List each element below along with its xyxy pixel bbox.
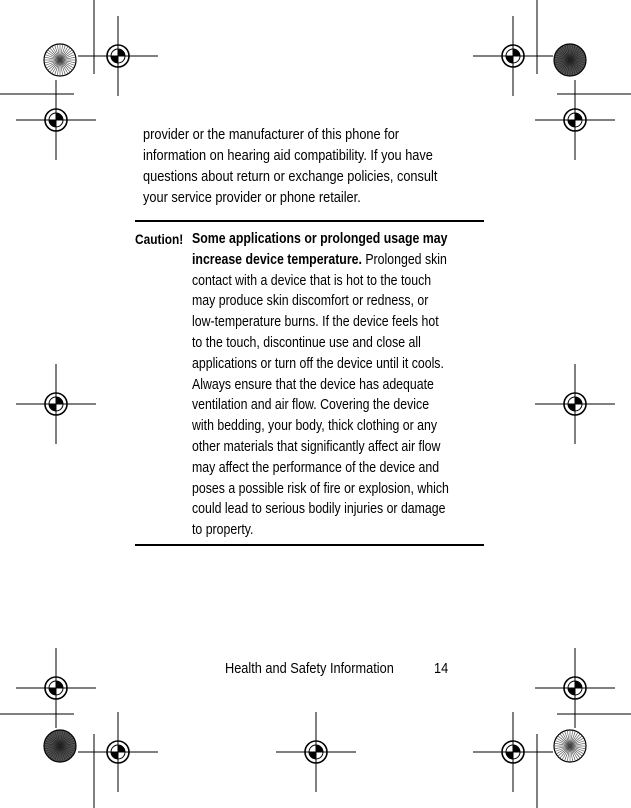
registration-starburst (554, 730, 586, 762)
caution-line: poses a possible risk of fire or explosion, which (192, 480, 449, 497)
registration-crosshair (535, 364, 615, 444)
caution-line: applications or turn off the device until it cools. (192, 355, 444, 372)
intro-line: provider or the manufacturer of this phone for (143, 127, 400, 143)
caution-label: Caution! (135, 231, 184, 247)
caution-line: Always ensure that the device has adequate (192, 376, 434, 393)
registration-crosshair (16, 648, 96, 728)
intro-line: your service provider or phone retailer. (143, 190, 361, 206)
registration-crosshair (535, 80, 615, 160)
caution-line: with bedding, your body, thick clothing or any (192, 418, 438, 435)
caution-bottom-rule (135, 544, 484, 546)
intro-line: questions about return or exchange policies, consult (143, 169, 438, 185)
caution-line: Some applications or prolonged usage may (192, 231, 448, 247)
intro-line: information on hearing aid compatibility. If you have (143, 148, 433, 164)
caution-line: may produce skin discomfort or redness, or (192, 293, 429, 310)
registration-crosshair (473, 712, 553, 792)
caution-line: contact with a device that is hot to the touch (192, 272, 432, 289)
intro-paragraph (143, 125, 438, 209)
caution-line: may affect the performance of the device and (192, 459, 440, 476)
caution-line: could lead to serious bodily injuries or damage (192, 501, 446, 518)
registration-crosshair (16, 80, 96, 160)
registration-crosshair (78, 16, 158, 96)
registration-crosshair (78, 712, 158, 792)
registration-starburst (554, 44, 586, 76)
caution-line: to the touch, discontinue use and close all (192, 334, 421, 351)
caution-line: to property. (192, 522, 254, 539)
registration-crosshair (276, 712, 356, 792)
caution-line: ventilation and air flow. Covering the device (192, 397, 430, 414)
caution-body (192, 229, 481, 541)
footer-section-title: Health and Safety Information (225, 661, 394, 677)
caution-top-rule (135, 220, 484, 222)
footer-page-number: 14 (434, 661, 449, 677)
registration-crosshair (535, 648, 615, 728)
registration-starburst (44, 44, 76, 76)
registration-crosshair (473, 16, 553, 96)
caution-line: other materials that significantly affect air flow (192, 438, 441, 455)
registration-crosshair (16, 364, 96, 444)
registration-starburst (44, 730, 76, 762)
caution-line: low-temperature burns. If the device feels hot (192, 314, 439, 331)
caution-line: increase device temperature. Prolonged skin (192, 251, 447, 268)
